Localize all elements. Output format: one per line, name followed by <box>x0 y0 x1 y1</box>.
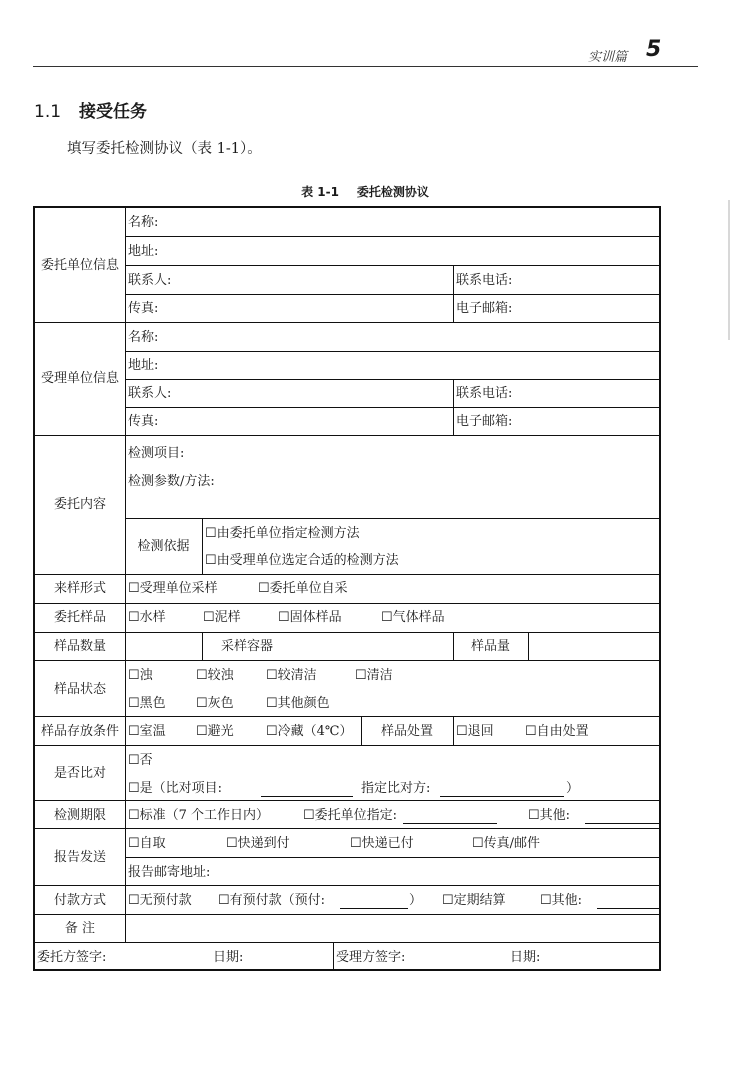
sampling-form-label: 来样形式 <box>53 581 106 596</box>
sample-state-label: 样品状态 <box>53 682 106 697</box>
period-other-option[interactable]: ☐其他: <box>528 808 571 823</box>
payment-other-option[interactable]: ☐其他: <box>540 893 583 908</box>
running-header-section: 实训篇 <box>588 50 628 65</box>
sample-solid-option[interactable]: ☐固体样品 <box>278 610 342 625</box>
receiver-email-field[interactable]: 电子邮箱: <box>456 414 513 429</box>
sample-count-label: 样品数量 <box>53 639 106 654</box>
payment-prepaid-blank[interactable] <box>340 908 408 909</box>
report-cod-option[interactable]: ☐快递到付 <box>226 836 290 851</box>
receiver-fax-field[interactable]: 传真: <box>128 414 159 429</box>
section-number: 1.1 <box>34 102 62 122</box>
state-fairly-turbid-option[interactable]: ☐较浊 <box>196 668 234 683</box>
report-self-pickup-option[interactable]: ☐自取 <box>128 836 166 851</box>
client-email-field[interactable]: 电子邮箱: <box>456 301 513 316</box>
receiver-info-label: 受理单位信息 <box>40 371 119 386</box>
client-phone-field[interactable]: 联系电话: <box>456 273 513 288</box>
payment-periodic-option[interactable]: ☐定期结算 <box>442 893 506 908</box>
test-items-field[interactable]: 检测项目: <box>128 446 185 461</box>
test-params-field[interactable]: 检测参数/方法: <box>128 474 215 489</box>
client-date-field[interactable]: 日期: <box>213 950 244 965</box>
compare-close-paren: ） <box>566 781 580 796</box>
remarks-label: 备 注 <box>64 921 96 936</box>
table-caption-title: 委托检测协议 <box>356 185 429 199</box>
basis-option-receiver[interactable]: ☐由受理单位选定合适的检测方法 <box>205 553 399 568</box>
samples-label: 委托样品 <box>53 610 106 625</box>
compare-items-blank[interactable] <box>261 796 353 797</box>
receiver-signature-field[interactable]: 受理方签字: <box>336 950 406 965</box>
client-address-field[interactable]: 地址: <box>128 244 159 259</box>
disposal-free-option[interactable]: ☐自由处置 <box>525 724 589 739</box>
receiver-date-field[interactable]: 日期: <box>510 950 541 965</box>
storage-room-temp-option[interactable]: ☐室温 <box>128 724 166 739</box>
receiver-address-field[interactable]: 地址: <box>128 358 159 373</box>
storage-cold-option[interactable]: ☐冷藏（4℃） <box>266 724 353 739</box>
header-rule <box>33 66 698 67</box>
color-other-option[interactable]: ☐其他颜色 <box>266 696 330 711</box>
sample-mud-option[interactable]: ☐泥样 <box>203 610 241 625</box>
receiver-phone-field[interactable]: 联系电话: <box>456 386 513 401</box>
color-black-option[interactable]: ☐黑色 <box>128 696 166 711</box>
receiver-contact-field[interactable]: 联系人: <box>128 386 172 401</box>
sampling-option-client[interactable]: ☐委托单位自采 <box>258 581 348 596</box>
receiver-name-field[interactable]: 名称: <box>128 330 159 345</box>
compare-party-blank[interactable] <box>440 796 564 797</box>
section-title: 接受任务 <box>79 102 148 122</box>
report-label: 报告发送 <box>53 850 106 865</box>
period-label: 检测期限 <box>53 808 106 823</box>
sampling-option-receiver[interactable]: ☐受理单位采样 <box>128 581 218 596</box>
client-contact-field[interactable]: 联系人: <box>128 273 172 288</box>
basis-label: 检测依据 <box>137 539 190 554</box>
state-fairly-clean-option[interactable]: ☐较清洁 <box>266 668 317 683</box>
period-other-blank[interactable] <box>585 823 659 824</box>
content-label: 委托内容 <box>53 497 106 512</box>
client-name-field[interactable]: 名称: <box>128 215 159 230</box>
section-heading <box>34 97 147 122</box>
client-fax-field[interactable]: 传真: <box>128 301 159 316</box>
commission-agreement-form <box>33 206 661 971</box>
disposal-return-option[interactable]: ☐退回 <box>456 724 494 739</box>
compare-no-option[interactable]: ☐否 <box>128 753 153 768</box>
payment-label: 付款方式 <box>53 893 106 908</box>
disposal-label: 样品处置 <box>380 724 433 739</box>
period-client-blank[interactable] <box>403 823 497 824</box>
compare-party-label: 指定比对方: <box>361 781 431 796</box>
color-gray-option[interactable]: ☐灰色 <box>196 696 234 711</box>
basis-option-client[interactable]: ☐由委托单位指定检测方法 <box>205 526 360 541</box>
sample-gas-option[interactable]: ☐气体样品 <box>381 610 445 625</box>
sample-water-option[interactable]: ☐水样 <box>128 610 166 625</box>
state-clean-option[interactable]: ☐清洁 <box>355 668 393 683</box>
payment-prepaid-option[interactable]: ☐有预付款（预付: <box>218 893 326 908</box>
period-standard-option[interactable]: ☐标准（7 个工作日内） <box>128 808 270 823</box>
intro-text: 填写委托检测协议（表 1-1）。 <box>67 141 262 157</box>
page-number: 5 <box>646 37 662 62</box>
client-info-label: 委托单位信息 <box>40 258 119 273</box>
payment-other-blank[interactable] <box>597 908 659 909</box>
payment-close-paren: ） <box>409 893 423 908</box>
state-turbid-option[interactable]: ☐浊 <box>128 668 153 683</box>
container-label: 采样容器 <box>220 639 273 654</box>
table-caption-label: 表 1-1 <box>301 185 339 199</box>
storage-dark-option[interactable]: ☐避光 <box>196 724 234 739</box>
payment-none-option[interactable]: ☐无预付款 <box>128 893 192 908</box>
compare-yes-option[interactable]: ☐是（比对项目: <box>128 781 223 796</box>
period-client-option[interactable]: ☐委托单位指定: <box>303 808 398 823</box>
sample-amount-label: 样品量 <box>470 639 510 654</box>
client-signature-field[interactable]: 委托方签字: <box>37 950 107 965</box>
compare-label: 是否比对 <box>53 766 106 781</box>
report-fax-email-option[interactable]: ☐传真/邮件 <box>472 836 541 851</box>
table-caption <box>0 183 730 200</box>
storage-label: 样品存放条件 <box>40 724 119 739</box>
report-prepaid-option[interactable]: ☐快递已付 <box>350 836 414 851</box>
report-address-field[interactable]: 报告邮寄地址: <box>128 865 211 880</box>
